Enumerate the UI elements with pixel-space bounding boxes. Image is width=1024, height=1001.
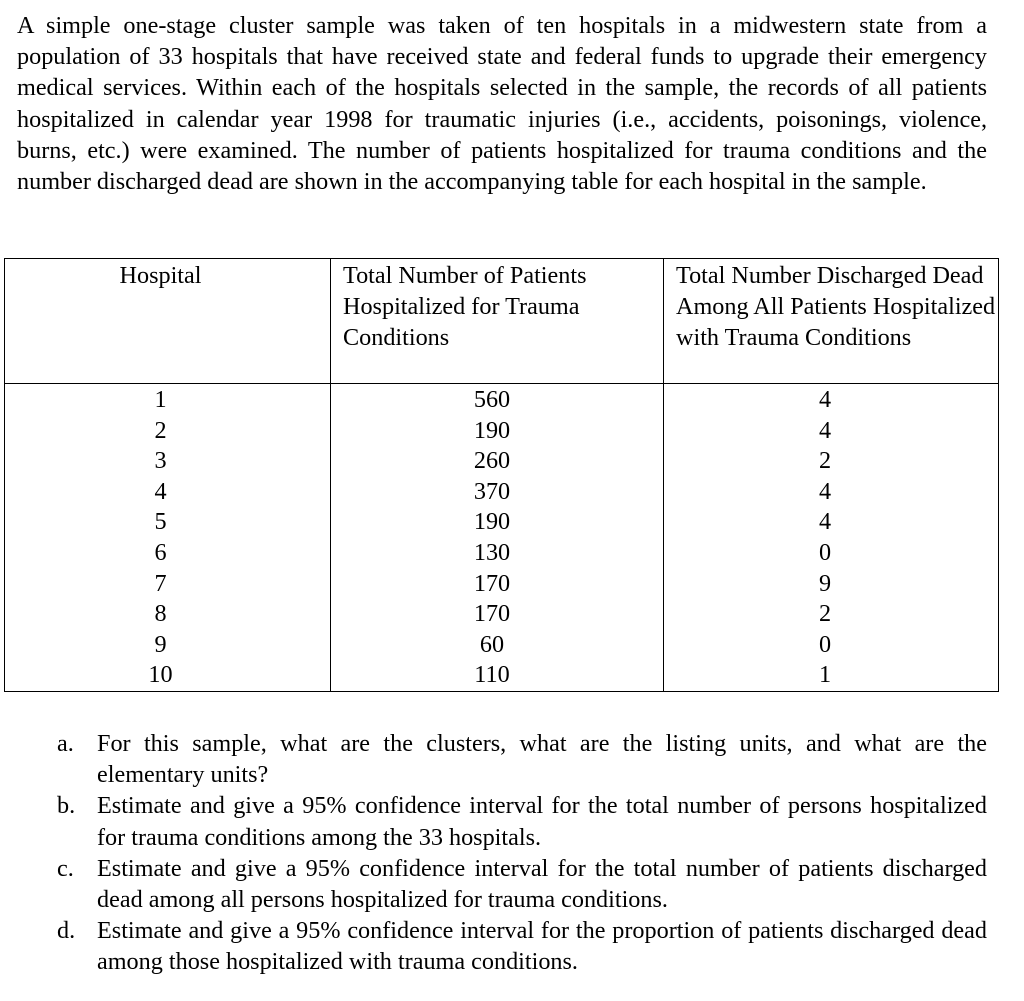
cell-dead: 4 (664, 507, 999, 538)
question-a (57, 728, 987, 790)
cell-patients: 110 (331, 660, 664, 691)
cell-dead: 0 (664, 630, 999, 661)
cell-dead: 1 (664, 660, 999, 691)
hospital-data-table (4, 258, 999, 692)
question-c (57, 853, 987, 915)
cell-patients: 260 (331, 446, 664, 477)
question-text: Estimate and give a 95% confidence interval for the proportion of patients discharged dead among those hospitalized with trauma conditions. (97, 917, 987, 976)
table-row (5, 446, 999, 477)
cell-hospital: 4 (5, 477, 331, 508)
cell-hospital: 7 (5, 569, 331, 600)
table-row (5, 599, 999, 630)
question-list (57, 728, 987, 978)
cell-hospital: 9 (5, 630, 331, 661)
table-row (5, 384, 999, 416)
cell-patients: 370 (331, 477, 664, 508)
cell-dead: 4 (664, 416, 999, 447)
table-row (5, 477, 999, 508)
table-row (5, 630, 999, 661)
header-discharged-dead: Total Number Discharged Dead Among All Patients Hospitalized with Trauma Conditions (664, 259, 999, 384)
cell-hospital: 6 (5, 538, 331, 569)
problem-intro: A simple one-stage cluster sample was taken of ten hospitals in a midwestern state from a population of 33 hospitals that have received state and federal funds to upgrade their emergency medical services. Within each of the hospitals selected in the sample, the records of all patients hospitalized in calendar year 1998 for traumatic injuries (i.e., accidents, poisonings, violence, burns, etc.) were examined. The number of patients hospitalized for trauma conditions and the number discharged dead are shown in the accompanying table for each hospital in the sample. (17, 12, 987, 196)
cell-dead: 4 (664, 477, 999, 508)
cell-hospital: 8 (5, 599, 331, 630)
cell-patients: 130 (331, 538, 664, 569)
question-d (57, 915, 987, 977)
question-label: c. (57, 854, 74, 882)
question-label: a. (57, 730, 74, 757)
table-row (5, 416, 999, 447)
cell-dead: 2 (664, 599, 999, 630)
question-text: For this sample, what are the clusters, what are the listing units, and what are the elementary units? (97, 730, 987, 789)
question-label: d. (57, 917, 76, 945)
table-header-row (5, 259, 999, 384)
cell-dead: 0 (664, 538, 999, 569)
cell-patients: 190 (331, 507, 664, 538)
cell-dead: 9 (664, 569, 999, 600)
cell-patients: 60 (331, 630, 664, 661)
question-text: Estimate and give a 95% confidence interval for the total number of patients discharged dead among all persons hospitalized for trauma conditions. (97, 854, 987, 914)
cell-dead: 4 (664, 384, 999, 416)
cell-patients: 170 (331, 569, 664, 600)
cell-hospital: 10 (5, 660, 331, 691)
header-total-patients: Total Number of Patients Hospitalized for Trauma Conditions (331, 259, 664, 384)
table-row (5, 507, 999, 538)
table-row (5, 569, 999, 600)
cell-dead: 2 (664, 446, 999, 477)
table-row (5, 660, 999, 691)
question-text: Estimate and give a 95% confidence interval for the total number of persons hospitalized for trauma conditions among the 33 hospitals. (97, 792, 987, 851)
table-row (5, 538, 999, 569)
cell-hospital: 3 (5, 446, 331, 477)
cell-hospital: 2 (5, 416, 331, 447)
cell-hospital: 5 (5, 507, 331, 538)
cell-hospital: 1 (5, 384, 331, 416)
cell-patients: 190 (331, 416, 664, 447)
cell-patients: 170 (331, 599, 664, 630)
cell-patients: 560 (331, 384, 664, 416)
question-label: b. (57, 792, 76, 820)
question-b (57, 790, 987, 852)
header-hospital: Hospital (5, 259, 331, 384)
